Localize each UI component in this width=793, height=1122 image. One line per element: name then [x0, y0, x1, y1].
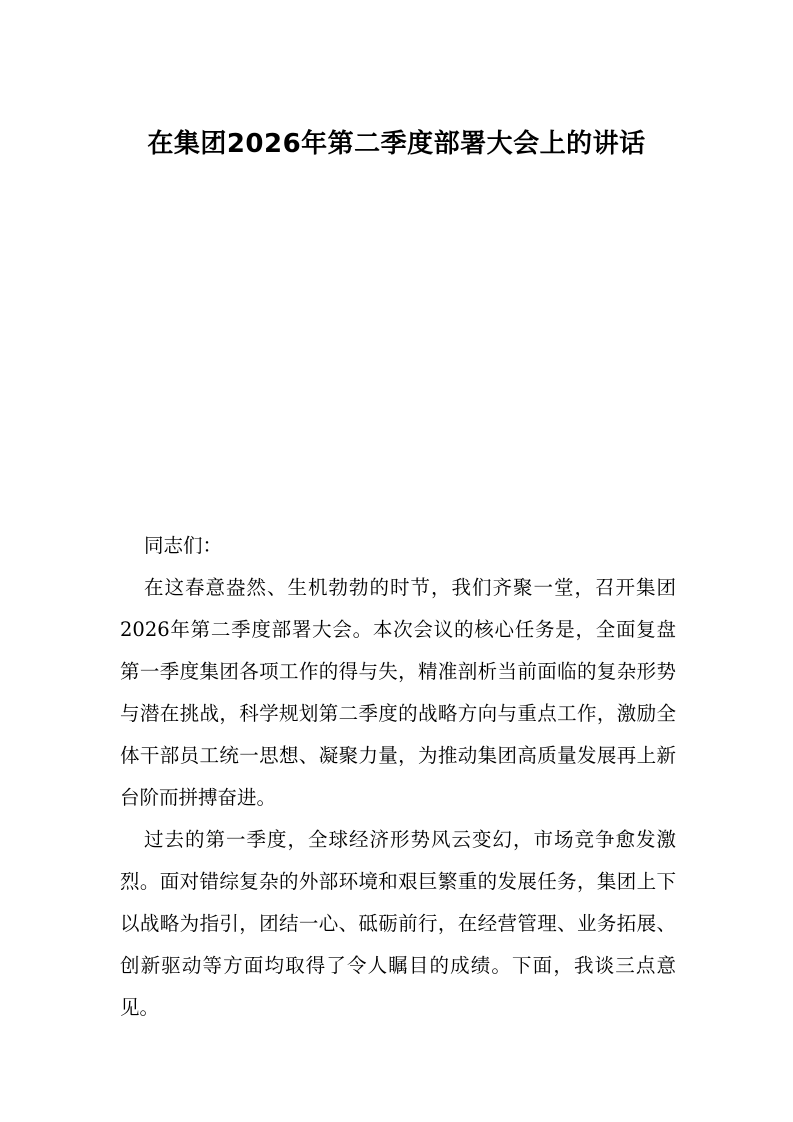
paragraph-1: 在这春意盎然、生机勃勃的时节，我们齐聚一堂，召开集团2026年第二季度部署大会。本次会议的核心任务是，全面复盘第一季度集团各项工作的得与失，精准剖析当前面临的复杂形势与潜在挑战，科学规划第二季度的战略方向与重点工作，激励全体干部员工统一思想、凝聚力量，为推动集团高质量发展再上新台阶而拼搏奋进。 — [120, 576, 676, 809]
document-title: 在集团2026年第二季度部署大会上的讲话 — [147, 129, 646, 159]
salutation: 同志们： — [144, 534, 223, 557]
paragraph-2: 过去的第一季度，全球经济形势风云变幻，市场竞争愈发激烈。面对错综复杂的外部环境和艰巨繁重的发展任务，集团上下以战略为指引，团结一心、砥砺前行，在经营管理、业务拓展、创新驱动等方面均取得了令人瞩目的成绩。下面，我谈三点意见。 — [120, 828, 676, 1019]
document-body — [120, 525, 676, 1029]
